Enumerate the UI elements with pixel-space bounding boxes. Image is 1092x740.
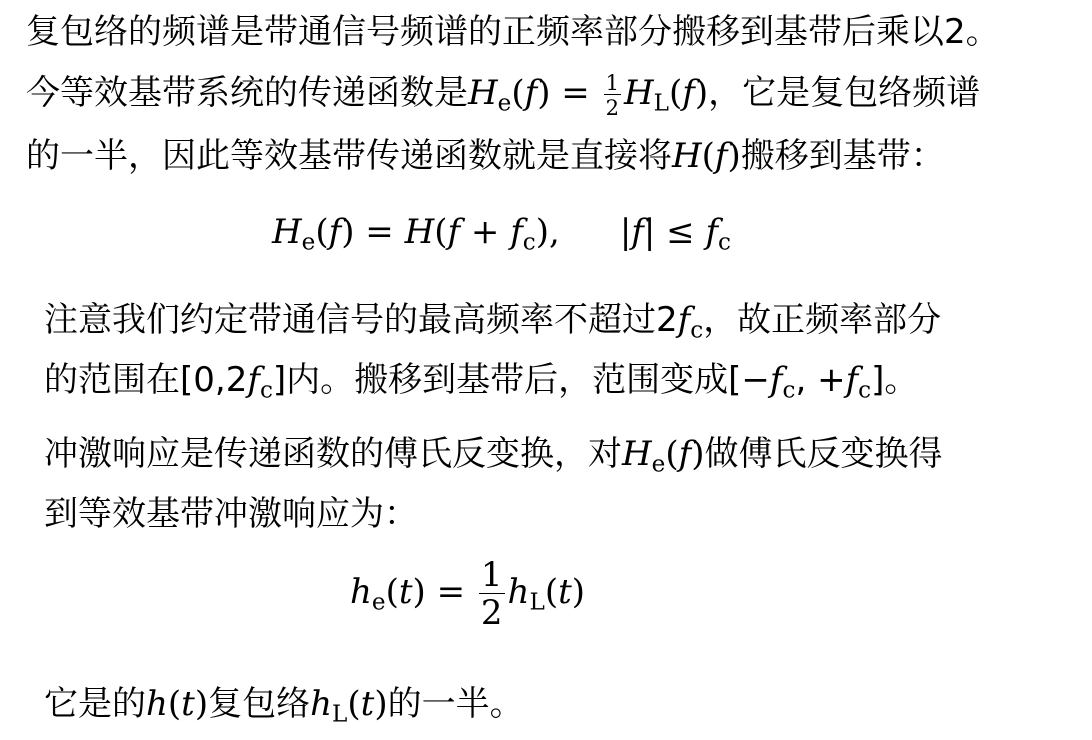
fraction-one-half-display: $\frac{1}{2}$	[480, 555, 503, 633]
symbol-fc: $f_c$	[677, 300, 704, 344]
para1-line2: 今等效基带系统的传递函数是$H_e(f)$ = $\frac{1}{2}$ $H_L(f)$，它是复包络频谱	[26, 70, 981, 121]
formula-He-eq-half-HL: $H_e(f)$ = $\frac{1}{2}$ $H_L(f)$	[468, 70, 709, 121]
fraction-one-half: $\frac{1}{2}$	[605, 70, 619, 121]
para3-line2: 到等效基带冲激响应为：	[44, 494, 418, 534]
para3-line1: 冲激响应是传递函数的傅氏反变换，对$H_e(f)$做傅氏反变换得	[44, 434, 943, 478]
para1-line1: 复包络的频谱是带通信号频谱的正频率部分搬移到基带后乘以2。	[26, 12, 1000, 52]
para1-line3: 的一半，因此等效基带传递函数就是直接将H(f)搬移到基带：	[26, 136, 945, 176]
equation-he-half-hL: $h_e(t)$ = $\frac{1}{2}$ $h_L(t)$	[350, 555, 586, 633]
para2-line1: 注意我们约定带通信号的最高频率不超过$2f_c$，故正频率部分	[44, 300, 942, 344]
para4-line1: 它是的h(t)复包络$h_L(t)$的一半。	[44, 684, 524, 728]
formula-H-of-f: H(f)	[672, 136, 741, 176]
equation-He-shift: $H_e(f) = H(f + f_c)$, $|f| \le f_c$	[272, 212, 731, 256]
formula-hL-of-t: $h_L(t)$	[310, 684, 388, 728]
formula-h-of-t: h(t)	[146, 684, 209, 724]
formula-He-of-f: $H_e(f)$	[622, 434, 705, 478]
para2-line2: 的范围在$[0,2f_c]$内。搬移到基带后，范围变成[$-f_c$, $+f_c$]。	[44, 360, 919, 404]
